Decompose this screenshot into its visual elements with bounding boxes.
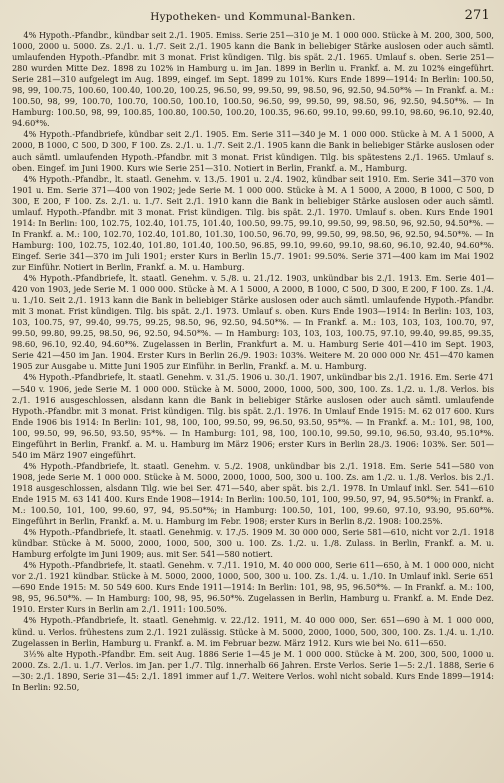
paragraph-pfandbr-serie-651-690: 4% Hypoth.-Pfandbriefe, lt. staatl. Genehmig. v. 22./12. 1911, M. 40 000 000, Ser. 651—690 à M. 1 000 000, künd. u. Verlos. frühestens zum 2./1. 1921 zulässig. Stücke à M. 5000, 2000, 1000, 500, 300, 100. Zs. 1./4. u. 1./10. Zugelassen in Berlin, Hamburg u. Frankf. a. M. im Februar bezw. März 1912. Kurs wie bei No. 611—650. (12, 615, 494, 648)
paragraph-pfandbr-serie-401-470: 4% Hypoth.-Pfandbriefe, lt. staatl. Genehm. v. 5./8. u. 21./12. 1903, unkündbar bis 2./1. 1913. Em. Serie 401—420 von 1903, jede Serie M. 1 000 000. Stücke à M. A 1 5000, A 2000, B 1000, C 500, D 300, E 200, F 100. Zs. 1./4. u. 1./10. Seit 2./1. 1913 kann die Bank in beliebiger Stärke auslosen oder auch sämtl. umlaufende Hypoth.-Pfandbr. mit 3 monat. Frist kündigen. Tilg. bis spät. 2./1. 1973. Umlauf s. oben. Kurs Ende 1903—1914: In Berlin: 103, 103, 103, 100.75, 97, 99.40, 99.75, 99.25, 98.50, 96, 92.50, 94.50*%. — In Frankf. a. M.: 103, 103, 103, 100.70, 97, 99.50, 99.80, 99.25, 98.50, 96, 92.50, 94.50*%. — In Hamburg: 103, 103, 103, 100.75, 97.10, 99.40, 99.85, 99.35, 98.60, 96.10, 92.40, 94.60*%. Zugelassen in Berlin, Frankfurt a. M. u. Hamburg Serie 401—410 im Sept. 1903, Serie 421—450 im Jan. 1904. Erster Kurs in Berlin 26./9. 1903: 103%. Weitere M. 20 000 000 Nr. 451—470 kamen 1905 zur Ausgabe u. Mitte Juni 1905 zur Einführ. in Berlin, Frankf. a. M. u. Hamburg. (12, 273, 494, 372)
paragraph-pfandbr-serie-611-650: 4% Hypoth.-Pfandbriefe, lt. staatl. Genehm. v. 7./11. 1910, M. 40 000 000, Serie 611—650, à M. 1 000 000, nicht vor 2./1. 1921 kündbar. Stücke à M. 5000, 2000, 1000, 500, 300 u. 100. Zs. 1./4. u. 1./10. In Umlauf inkl. Serie 651—690 Ende 1915: M. 50 549 600. Kurs Ende 1911—1914: In Berlin: 101, 98, 95, 96.50*%. — In Frankf. a. M.: 100, 98, 95, 96.50*%. — In Hamburg: 100, 98, 95, 96.50*%. Zugelassen in Berlin, Hamburg u. Frankf. a. M. Ende Dez. 1910. Erster Kurs in Berlin am 2./1. 1911: 100.50%. (12, 560, 494, 615)
paragraph-pfandbr-serie-541-580: 4% Hypoth.-Pfandbriefe, lt. staatl. Genehm. v. 5./2. 1908, unkündbar bis 2./1. 1918. Em. Serie 541—580 von 1908, jede Serie M. 1 000 000. Stücke à M. 5000, 2000, 1000, 500, 300 u. 100. Zs. am 1./2. u. 1./8. Verlos. bis 2./1. 1918 ausgeschlossen, alsdann Tilg. wie bei Ser. 471—540, aber spät. bis 2./1. 1978. In Umlauf inkl. Ser. 541—610 Ende 1915 M. 63 141 400. Kurs Ende 1908—1914: In Berlin: 100.50, 101, 100, 99.50, 97, 94, 95.50*%; in Frankf. a. M.: 100.50, 101, 100, 99.60, 97, 94, 95.50*%; in Hamburg: 100.50, 101, 100, 99.60, 97.10, 93.90, 95.60*%. Eingeführt in Berlin, Frankf. a. M. u. Hamburg im Febr. 1908; erster Kurs in Berlin 8./2. 1908: 100.25%. (12, 460, 494, 527)
running-title: Hypotheken- und Kommunal-Banken. (150, 11, 356, 23)
paragraph-pfandbr-serie-251-310: 4% Hypoth.-Pfandbr., kündbar seit 2./1. 1905. Emiss. Serie 251—310 je M. 1 000 000. Stücke à M. 200, 300, 500, 1000, 2000 u. 5000. Zs. 2./1. u. 1./7. Seit 2./1. 1905 kann die Bank in beliebiger Stärke auslosen oder auch sämtl. umlaufenden Hypoth.-Pfandbr. mit 3 monat. Frist kündigen. Tilg. bis spät. 2./1. 1965. Umlauf s. oben. Serie 251—280 wurden Mitte Dez. 1898 zu 102% in Hamburg u. im Jan. 1899 in Berlin u. Frankf. a. M. zu 102% eingeführt. Serie 281—310 aufgelegt im Aug. 1899, eingef. im Sept. 1899 zu 101%. Kurs Ende 1899—1914: In Berlin: 100.50, 98, 99, 100.75, 100.60, 100.40, 100.20, 100.25, 96.50, 99, 99.50, 99, 98.50, 96, 92.50, 94.50*% — In Frankf. a. M.: 100.50, 98, 99, 100.70, 100.70, 100.50, 100.10, 100.50, 96.50, 99, 99.50, 99, 98.50, 96, 92.50, 94.50*%. — In Hamburg: 100.50, 98, 99, 100.85, 100.80, 100.50, 100.20, 100.35, 96.60, 99.10, 99.60, 99.10, 98.60, 96.10, 92.40, 94.60*%. (12, 30, 494, 129)
paragraph-pfandbr-serie-581-610: 4% Hypoth.-Pfandbriefe, lt. staatl. Genehmig. v. 17./5. 1909 M. 30 000 000, Serie 581—610, nicht vor 2./1. 1918 kündbar. Stücke à M. 5000, 2000, 1000, 500, 300 u. 100. Zs. 1./2. u. 1./8. Zulass. in Berlin, Frankf. a. M. u. Hamburg erfolgte im Juni 1909; aus. mit Ser. 541—580 notiert. (12, 527, 494, 560)
paragraph-alte-pfandbr-serie-1-45: 3½% alte Hypoth.-Pfandbr. Em. seit Aug. 1886 Serie 1—45 je M. 1 000 000. Stücke à M. 200, 300, 500, 1000 u. 2000. Zs. 2./1. u. 1./7. Verlos. im Jan. per 1./7. Tilg. innerhalb 66 Jahren. Erste Verlos. Serie 1—5: 2./1. 1888, Serie 6—30: 2./1. 1890, Serie 31—45: 2./1. 1891 immer auf 1./7. Weitere Verlos. wohl nicht sobald. Kurs Ende 1899—1914: In Berlin: 92.50, (12, 648, 494, 692)
document-body (12, 30, 494, 693)
paragraph-pfandbr-serie-471-540: 4% Hypoth.-Pfandbriefe, lt. staatl. Genehm. v. 31./5. 1906 u. 30./1. 1907, unkündbar bis 2./1. 1916. Em. Serie 471—540 v. 1906, jede Serie M. 1 000 000. Stücke à M. 5000, 2000, 1000, 500, 300, 100. Zs. 1./2. u. 1./8. Verlos. bis 2./1. 1916 ausgeschlossen, alsdann kann die Bank in beliebiger Stärke auslosen oder auch sämtl. umlaufende Hypoth.-Pfandbr. mit 3 monat. Frist kündigen. Tilg. bis spät. 2./1. 1976. In Umlauf Ende 1915: M. 62 017 600. Kurs Ende 1906 bis 1914: In Berlin: 101, 98, 100, 100, 99.50, 99, 96.50, 93.50, 95*%. — In Frankf. a. M.: 101, 98, 100, 100, 99.50, 99, 96.50, 93.50, 95*%. — In Hamburg: 101, 98, 100, 100.10, 99.50, 99.10, 96.50, 93.40, 95.10*%. Eingeführt in Berlin, Frankf. a. M. u. Hamburg im März 1906; erster Kurs in Berlin 28./3. 1906: 103%. Ser. 501—540 im März 1907 eingeführt. (12, 372, 494, 460)
page-header (12, 6, 494, 28)
paragraph-pfandbr-serie-311-340: 4% Hypoth.-Pfandbriefe, kündbar seit 2./1. 1905. Em. Serie 311—340 je M. 1 000 000. Stücke à M. A 1 5000, A 2000, B 1000, C 500, D 300, F 100. Zs. 2./1. u. 1./7. Seit 2./1. 1905 kann die Bank in beliebiger Stärke auslosen oder auch sämtl. umlaufenden Hypoth.-Pfandbr. mit 3 monat. Frist kündigen. Tilg. bis spätestens 2./1. 1965. Umlauf s. oben. Eingef. im Juni 1900. Kurs wie Serie 251—310. Notiert in Berlin, Frankf. a. M., Hamburg. (12, 129, 494, 173)
paragraph-pfandbr-serie-341-400: 4% Hypoth.-Pfandbr., lt. staatl. Genehm. v. 13./5. 1901 u. 2./4. 1902, kündbar seit 1910. Em. Serie 341—370 von 1901 u. Em. Serie 371—400 von 1902; jede Serie M. 1 000 000. Stücke à M. A 1 5000, A 2000, B 1000, C 500, D 300, E 200, F 100. Zs. 2./1. u. 1./7. Seit 2./1. 1910 kann die Bank in beliebiger Stärke auslosen oder auch sämtl. umlauf. Hypoth.-Pfandbr. mit 3 monat. Frist kündigen. Tilg. bis spät. 2./1. 1970. Umlauf s. oben. Kurs Ende 1901 1914: In Berlin: 100, 102.75, 102.40, 101.75, 101.40, 100.50, 99.75, 99.10, 99.50, 99, 98.50, 96, 92.50, 94.50*%. — In Frankf. a. M.: 100, 102.70, 102.40, 101.80, 101.30, 100.50, 96.70, 99, 99.50, 99, 98.50, 96, 92.50, 94.50*%. — In Hamburg: 100, 102.75, 102.40, 101.80, 101.40, 100.50, 96.85, 99.10, 99.60, 99.10, 98.60, 96.10, 92.40, 94.60*%. Eingef. Serie 341—370 im Juli 1901; erster Kurs in Berlin 15./7. 1901: 99.50%. Serie 371—400 kam im Mai 1902 zur Einführ. Notiert in Berlin, Frankf. a. M. u. Hamburg. (12, 173, 494, 272)
page-number: 271 (464, 8, 490, 23)
